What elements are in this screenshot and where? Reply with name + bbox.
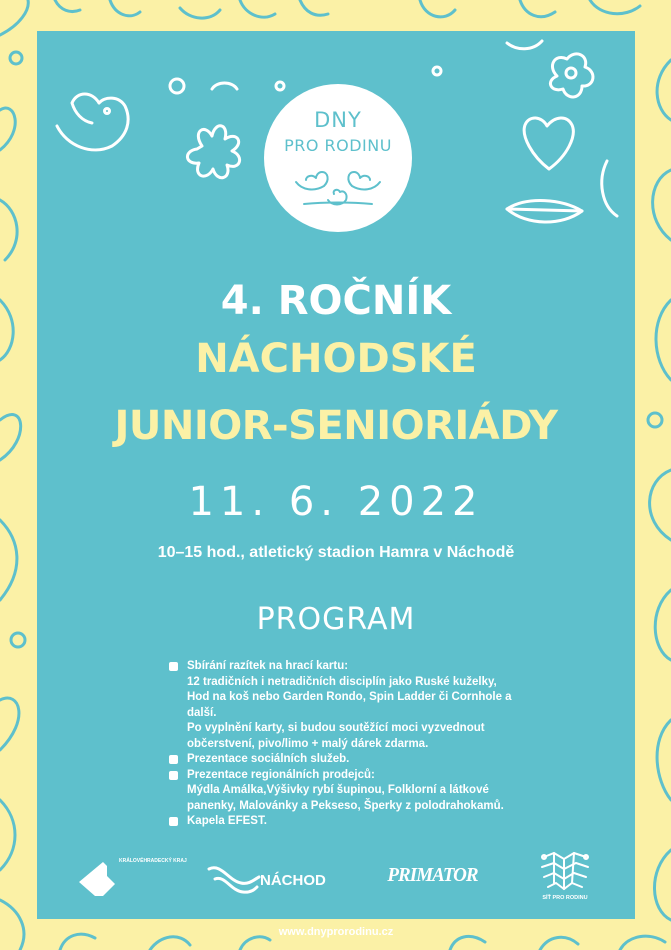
bullet-icon — [169, 817, 178, 826]
program-item-body: Mýdla Amálka,Výšivky rybí šupinou, Folklorní a látkové panenky, Malovánky a Pekseso, Šperky z polodrahokamů. — [187, 784, 504, 812]
partner-nachod-label: NÁCHOD — [260, 872, 326, 889]
program-item — [169, 752, 539, 768]
partner-kralovehradecky-kraj — [75, 858, 185, 900]
partner-sit-label: SÍŤ PRO RODINU — [542, 895, 588, 901]
bullet-icon — [169, 755, 178, 764]
partner-sit-pro-rodinu — [532, 849, 598, 909]
headline-junior-senioriady: JUNIOR-SENIORIÁDY — [114, 403, 558, 449]
event-venue: 10–15 hod., atletický stadion Hamra v Náchodě — [157, 544, 515, 561]
partner-nachod — [207, 861, 347, 897]
program-item-head: Prezentace sociálních služeb. — [187, 753, 350, 765]
program-item-head: Kapela EFEST. — [187, 815, 267, 827]
sit-pro-rodinu-icon — [532, 849, 598, 895]
main-panel — [37, 31, 635, 938]
logo-line-dny: DNY — [314, 108, 362, 132]
partner-primator: PRIMATOR — [387, 864, 478, 886]
partner-kraj-label: KRÁLOVÉHRADECKÝ KRAJ — [119, 858, 187, 864]
dny-pro-rodinu-logo — [264, 84, 412, 232]
kraj-arrow-icon — [75, 858, 119, 900]
headline-edition: 4. ROČNÍK — [220, 278, 452, 324]
program-item-head: Sbírání razítek na hrací kartu: — [187, 660, 349, 672]
bullet-icon — [169, 662, 178, 671]
program-item-body: 12 tradičních i netradičních disciplín jako Ruské kuželky, Hod na koš nebo Garden Rondo, Spin Ladder či Cornhole a další. Po vyplnění karty, si budou soutěžící moci vyzvednout občerstvení, pivo/limo + malý dárek zdarma. — [187, 675, 512, 750]
website-link[interactable]: www.dnyprorodinu.cz — [278, 926, 394, 938]
logo-line-pro-rodinu: PRO RODINU — [284, 136, 392, 155]
program-heading: PROGRAM — [256, 602, 416, 637]
birds-icon — [294, 164, 382, 208]
program-item — [169, 768, 539, 815]
nachod-wave-icon — [207, 861, 263, 897]
program-item — [169, 814, 539, 830]
event-date: 11. 6. 2022 — [188, 479, 484, 525]
program-list — [169, 659, 539, 830]
bullet-icon — [169, 771, 178, 780]
program-item-head: Prezentace regionálních prodejců: — [187, 768, 375, 781]
program-item — [169, 659, 539, 752]
headline-nachodske: NÁCHODSKÉ — [195, 336, 477, 382]
